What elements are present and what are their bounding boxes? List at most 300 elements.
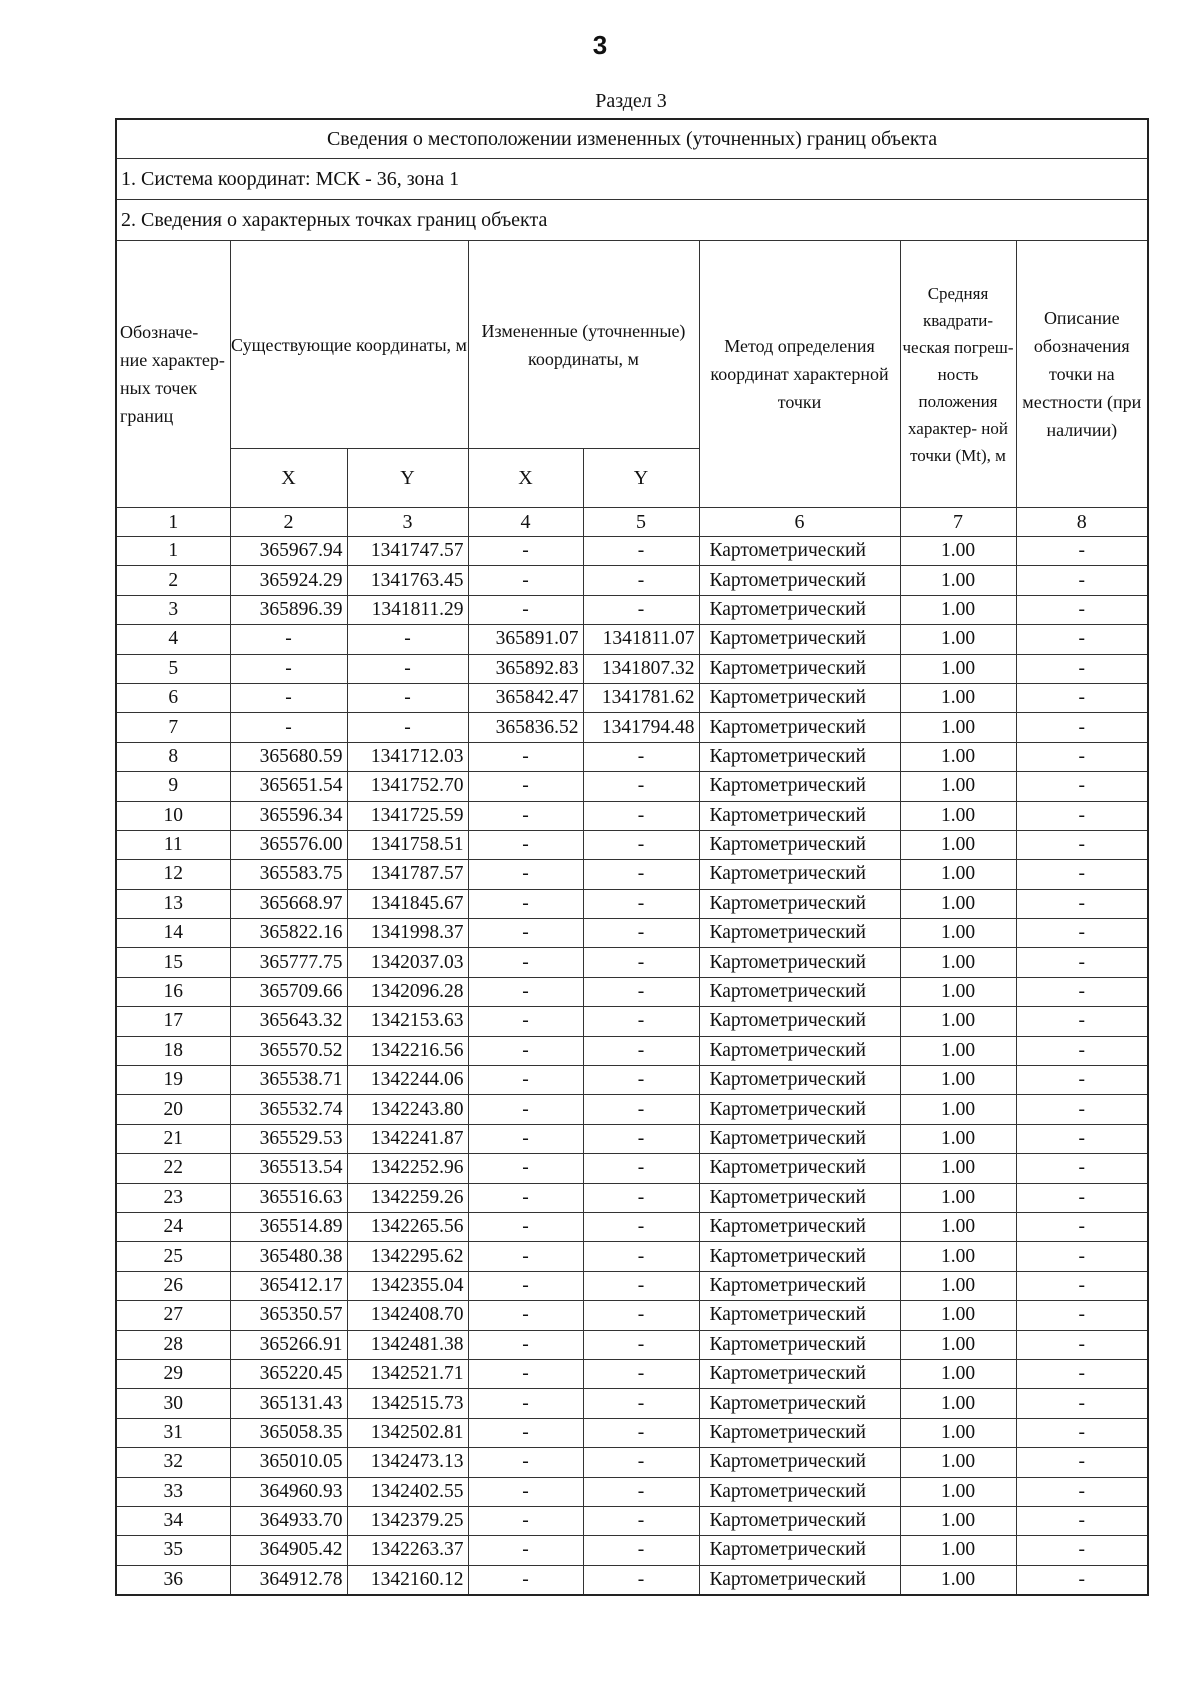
cell-changed-x: - (468, 1242, 583, 1271)
cell-changed-y: - (583, 566, 699, 595)
cell-changed-y: - (583, 1183, 699, 1212)
cell-changed-y: - (583, 537, 699, 566)
cell-point-id: 16 (116, 977, 230, 1006)
cell-changed-x: 365836.52 (468, 713, 583, 742)
cell-changed-x: - (468, 1271, 583, 1300)
cell-description: - (1016, 1418, 1148, 1447)
cell-existing-x: 365680.59 (230, 742, 347, 771)
cell-changed-y: - (583, 1271, 699, 1300)
header-changed-y: Y (583, 449, 699, 508)
cell-changed-y: - (583, 1007, 699, 1036)
cell-description: - (1016, 1124, 1148, 1153)
cell-method: Картометрический (699, 1359, 900, 1388)
cell-changed-y: - (583, 948, 699, 977)
cell-point-id: 35 (116, 1536, 230, 1565)
cell-error-mt: 1.00 (900, 537, 1016, 566)
cell-description: - (1016, 537, 1148, 566)
header-changed-coords: Измененные (уточненные) координаты, м (468, 241, 699, 449)
cell-existing-x: 365516.63 (230, 1183, 347, 1212)
cell-description: - (1016, 830, 1148, 859)
cell-existing-x: 365576.00 (230, 830, 347, 859)
table-row (116, 1212, 1148, 1241)
column-number: 5 (583, 508, 699, 537)
cell-point-id: 3 (116, 595, 230, 624)
cell-point-id: 23 (116, 1183, 230, 1212)
cell-existing-y: 1342263.37 (347, 1536, 468, 1565)
coordinate-system: 1. Система координат: МСК - 36, зона 1 (116, 159, 1148, 200)
cell-existing-y: 1342243.80 (347, 1095, 468, 1124)
cell-changed-y: - (583, 772, 699, 801)
cell-changed-x: - (468, 1095, 583, 1124)
cell-changed-x: - (468, 1565, 583, 1595)
table-row (116, 713, 1148, 742)
cell-description: - (1016, 654, 1148, 683)
cell-changed-x: - (468, 595, 583, 624)
cell-changed-x: - (468, 1448, 583, 1477)
cell-existing-x: 365668.97 (230, 889, 347, 918)
cell-existing-y: 1341747.57 (347, 537, 468, 566)
cell-changed-y: - (583, 1506, 699, 1535)
cell-changed-y: - (583, 1095, 699, 1124)
cell-method: Картометрический (699, 1330, 900, 1359)
header-existing-x: X (230, 449, 347, 508)
header-method: Метод определения координат характерной точки (699, 241, 900, 508)
cell-changed-x: - (468, 537, 583, 566)
cell-existing-x: 365350.57 (230, 1301, 347, 1330)
table-row (116, 1154, 1148, 1183)
cell-description: - (1016, 1359, 1148, 1388)
cell-existing-y: - (347, 713, 468, 742)
table-row (116, 1418, 1148, 1447)
cell-method: Картометрический (699, 1271, 900, 1300)
cell-description: - (1016, 801, 1148, 830)
cell-description: - (1016, 1477, 1148, 1506)
cell-point-id: 22 (116, 1154, 230, 1183)
cell-changed-x: - (468, 1036, 583, 1065)
cell-method: Картометрический (699, 801, 900, 830)
cell-changed-y: - (583, 1066, 699, 1095)
cell-error-mt: 1.00 (900, 889, 1016, 918)
table-row (116, 742, 1148, 771)
cell-description: - (1016, 595, 1148, 624)
cell-description: - (1016, 1565, 1148, 1595)
cell-description: - (1016, 1242, 1148, 1271)
points-heading: 2. Сведения о характерных точках границ объекта (116, 200, 1148, 241)
cell-point-id: 36 (116, 1565, 230, 1595)
table-row (116, 830, 1148, 859)
cell-existing-y: 1341725.59 (347, 801, 468, 830)
cell-error-mt: 1.00 (900, 1036, 1016, 1065)
table-row (116, 1536, 1148, 1565)
cell-error-mt: 1.00 (900, 742, 1016, 771)
points-rows (116, 537, 1148, 1596)
cell-method: Картометрический (699, 772, 900, 801)
cell-existing-x: 365532.74 (230, 1095, 347, 1124)
cell-changed-x: - (468, 566, 583, 595)
cell-existing-x: 364960.93 (230, 1477, 347, 1506)
table-row (116, 1271, 1148, 1300)
table-row (116, 1301, 1148, 1330)
cell-method: Картометрический (699, 919, 900, 948)
cell-error-mt: 1.00 (900, 1418, 1016, 1447)
cell-changed-y: - (583, 919, 699, 948)
cell-changed-x: - (468, 1124, 583, 1153)
cell-error-mt: 1.00 (900, 977, 1016, 1006)
cell-existing-x: 365651.54 (230, 772, 347, 801)
cell-existing-y: 1342259.26 (347, 1183, 468, 1212)
cell-error-mt: 1.00 (900, 1477, 1016, 1506)
cell-error-mt: 1.00 (900, 772, 1016, 801)
cell-existing-y: 1341763.45 (347, 566, 468, 595)
cell-changed-x: - (468, 1418, 583, 1447)
cell-existing-x: 365896.39 (230, 595, 347, 624)
cell-method: Картометрический (699, 1536, 900, 1565)
cell-existing-y: 1342295.62 (347, 1242, 468, 1271)
table-row (116, 537, 1148, 566)
cell-changed-x: - (468, 742, 583, 771)
cell-changed-x: - (468, 1506, 583, 1535)
cell-error-mt: 1.00 (900, 801, 1016, 830)
cell-point-id: 11 (116, 830, 230, 859)
cell-changed-y: - (583, 595, 699, 624)
cell-changed-y: - (583, 801, 699, 830)
cell-existing-y: 1342408.70 (347, 1301, 468, 1330)
section-label: Раздел 3 (595, 90, 667, 112)
cell-description: - (1016, 1536, 1148, 1565)
table-row (116, 772, 1148, 801)
cell-error-mt: 1.00 (900, 1183, 1016, 1212)
cell-error-mt: 1.00 (900, 595, 1016, 624)
cell-existing-x: - (230, 654, 347, 683)
cell-changed-y: - (583, 1536, 699, 1565)
cell-error-mt: 1.00 (900, 1448, 1016, 1477)
cell-changed-y: 1341794.48 (583, 713, 699, 742)
cell-changed-x: - (468, 1536, 583, 1565)
cell-description: - (1016, 919, 1148, 948)
cell-changed-x: 365891.07 (468, 625, 583, 654)
cell-error-mt: 1.00 (900, 830, 1016, 859)
cell-existing-y: - (347, 625, 468, 654)
cell-existing-x: 365570.52 (230, 1036, 347, 1065)
cell-method: Картометрический (699, 713, 900, 742)
cell-method: Картометрический (699, 1036, 900, 1065)
header-existing-coords: Существующие координаты, м (230, 241, 468, 449)
cell-method: Картометрический (699, 889, 900, 918)
cell-existing-x: 365643.32 (230, 1007, 347, 1036)
cell-description: - (1016, 889, 1148, 918)
cell-existing-y: 1341758.51 (347, 830, 468, 859)
cell-changed-x: - (468, 772, 583, 801)
cell-changed-y: - (583, 1330, 699, 1359)
table-row (116, 948, 1148, 977)
cell-error-mt: 1.00 (900, 713, 1016, 742)
cell-method: Картометрический (699, 1124, 900, 1153)
cell-existing-y: 1342402.55 (347, 1477, 468, 1506)
cell-changed-x: - (468, 1154, 583, 1183)
cell-existing-x: 365596.34 (230, 801, 347, 830)
cell-error-mt: 1.00 (900, 1124, 1016, 1153)
cell-point-id: 21 (116, 1124, 230, 1153)
cell-point-id: 29 (116, 1359, 230, 1388)
cell-changed-y: - (583, 1389, 699, 1418)
cell-error-mt: 1.00 (900, 1271, 1016, 1300)
cell-description: - (1016, 1212, 1148, 1241)
cell-method: Картометрический (699, 654, 900, 683)
cell-method: Картометрический (699, 1506, 900, 1535)
cell-error-mt: 1.00 (900, 919, 1016, 948)
cell-existing-x: 365220.45 (230, 1359, 347, 1388)
cell-point-id: 19 (116, 1066, 230, 1095)
cell-changed-x: - (468, 1477, 583, 1506)
cell-existing-y: 1342481.38 (347, 1330, 468, 1359)
cell-description: - (1016, 1301, 1148, 1330)
cell-description: - (1016, 1183, 1148, 1212)
cell-description: - (1016, 1389, 1148, 1418)
cell-error-mt: 1.00 (900, 683, 1016, 712)
cell-changed-x: 365842.47 (468, 683, 583, 712)
cell-existing-y: 1342265.56 (347, 1212, 468, 1241)
cell-description: - (1016, 1007, 1148, 1036)
cell-description: - (1016, 566, 1148, 595)
page-number: 3 (592, 30, 608, 60)
cell-changed-x: - (468, 860, 583, 889)
cell-existing-x: 365480.38 (230, 1242, 347, 1271)
header-description: Описание обозначения точки на местности (при наличии) (1016, 241, 1148, 508)
cell-method: Картометрический (699, 830, 900, 859)
cell-method: Картометрический (699, 1301, 900, 1330)
cell-error-mt: 1.00 (900, 566, 1016, 595)
cell-changed-x: - (468, 1007, 583, 1036)
cell-method: Картометрический (699, 1212, 900, 1241)
cell-existing-x: 365538.71 (230, 1066, 347, 1095)
cell-point-id: 8 (116, 742, 230, 771)
cell-changed-y: - (583, 1418, 699, 1447)
cell-existing-y: - (347, 654, 468, 683)
cell-existing-y: 1342252.96 (347, 1154, 468, 1183)
cell-existing-y: 1341787.57 (347, 860, 468, 889)
cell-description: - (1016, 1448, 1148, 1477)
cell-changed-x: - (468, 1389, 583, 1418)
cell-point-id: 26 (116, 1271, 230, 1300)
cell-existing-y: 1341845.67 (347, 889, 468, 918)
cell-method: Картометрический (699, 566, 900, 595)
cell-method: Картометрический (699, 1007, 900, 1036)
cell-changed-y: 1341781.62 (583, 683, 699, 712)
column-number: 7 (900, 508, 1016, 537)
cell-description: - (1016, 772, 1148, 801)
cell-existing-x: - (230, 683, 347, 712)
cell-description: - (1016, 683, 1148, 712)
cell-existing-x: 365777.75 (230, 948, 347, 977)
cell-existing-y: 1342241.87 (347, 1124, 468, 1153)
cell-existing-x: - (230, 713, 347, 742)
cell-existing-y: 1342379.25 (347, 1506, 468, 1535)
table-row (116, 566, 1148, 595)
cell-existing-x: 365513.54 (230, 1154, 347, 1183)
cell-error-mt: 1.00 (900, 1565, 1016, 1595)
cell-method: Картометрический (699, 1477, 900, 1506)
cell-changed-x: - (468, 948, 583, 977)
cell-point-id: 30 (116, 1389, 230, 1418)
cell-point-id: 6 (116, 683, 230, 712)
cell-changed-x: - (468, 919, 583, 948)
column-number: 6 (699, 508, 900, 537)
cell-existing-x: 365583.75 (230, 860, 347, 889)
cell-point-id: 7 (116, 713, 230, 742)
cell-existing-x: 365529.53 (230, 1124, 347, 1153)
cell-existing-x: 365266.91 (230, 1330, 347, 1359)
cell-method: Картометрический (699, 977, 900, 1006)
column-numbers-row (116, 508, 1148, 537)
cell-description: - (1016, 977, 1148, 1006)
cell-changed-y: - (583, 1124, 699, 1153)
table-row (116, 1565, 1148, 1595)
table-row (116, 977, 1148, 1006)
cell-changed-y: - (583, 860, 699, 889)
cell-description: - (1016, 742, 1148, 771)
cell-description: - (1016, 1506, 1148, 1535)
cell-error-mt: 1.00 (900, 1389, 1016, 1418)
cell-changed-y: - (583, 1565, 699, 1595)
table-row (116, 1242, 1148, 1271)
table-row (116, 1477, 1148, 1506)
cell-error-mt: 1.00 (900, 1066, 1016, 1095)
header-changed-x: X (468, 449, 583, 508)
cell-method: Картометрический (699, 1448, 900, 1477)
cell-point-id: 32 (116, 1448, 230, 1477)
cell-changed-y: - (583, 1212, 699, 1241)
cell-error-mt: 1.00 (900, 860, 1016, 889)
table-row (116, 1007, 1148, 1036)
table-row (116, 683, 1148, 712)
cell-existing-x: - (230, 625, 347, 654)
cell-point-id: 27 (116, 1301, 230, 1330)
cell-changed-x: 365892.83 (468, 654, 583, 683)
cell-description: - (1016, 1154, 1148, 1183)
cell-changed-y: - (583, 977, 699, 1006)
column-number: 8 (1016, 508, 1148, 537)
cell-method: Картометрический (699, 948, 900, 977)
cell-changed-x: - (468, 889, 583, 918)
table-row (116, 1183, 1148, 1212)
cell-point-id: 25 (116, 1242, 230, 1271)
cell-changed-x: - (468, 1301, 583, 1330)
cell-description: - (1016, 713, 1148, 742)
table-title: Сведения о местоположении измененных (уточненных) границ объекта (116, 119, 1148, 159)
cell-existing-x: 365967.94 (230, 537, 347, 566)
cell-point-id: 12 (116, 860, 230, 889)
cell-existing-x: 365131.43 (230, 1389, 347, 1418)
cell-existing-y: 1341752.70 (347, 772, 468, 801)
cell-changed-x: - (468, 1330, 583, 1359)
cell-error-mt: 1.00 (900, 1212, 1016, 1241)
cell-error-mt: 1.00 (900, 1007, 1016, 1036)
cell-point-id: 20 (116, 1095, 230, 1124)
cell-changed-x: - (468, 977, 583, 1006)
cell-method: Картометрический (699, 625, 900, 654)
table-row (116, 1066, 1148, 1095)
boundary-points-table (115, 118, 1149, 1596)
cell-existing-y: 1342473.13 (347, 1448, 468, 1477)
column-number: 3 (347, 508, 468, 537)
cell-description: - (1016, 948, 1148, 977)
cell-changed-y: - (583, 1448, 699, 1477)
table-row (116, 1448, 1148, 1477)
cell-error-mt: 1.00 (900, 654, 1016, 683)
cell-method: Картометрический (699, 595, 900, 624)
cell-changed-y: 1341807.32 (583, 654, 699, 683)
cell-error-mt: 1.00 (900, 1095, 1016, 1124)
cell-error-mt: 1.00 (900, 1506, 1016, 1535)
cell-existing-x: 365924.29 (230, 566, 347, 595)
cell-changed-y: - (583, 830, 699, 859)
cell-description: - (1016, 1330, 1148, 1359)
table-row (116, 1389, 1148, 1418)
table-row (116, 1506, 1148, 1535)
cell-point-id: 17 (116, 1007, 230, 1036)
cell-method: Картометрический (699, 683, 900, 712)
cell-existing-y: 1342515.73 (347, 1389, 468, 1418)
cell-existing-y: 1341811.29 (347, 595, 468, 624)
cell-point-id: 14 (116, 919, 230, 948)
cell-method: Картометрический (699, 537, 900, 566)
table-row (116, 889, 1148, 918)
cell-method: Картометрический (699, 1389, 900, 1418)
cell-changed-x: - (468, 830, 583, 859)
cell-changed-y: - (583, 742, 699, 771)
cell-method: Картометрический (699, 1242, 900, 1271)
cell-description: - (1016, 860, 1148, 889)
header-error: Средняя квадрати- ческая погреш- ность положения характер- ной точки (Mt), м (900, 241, 1016, 508)
header-existing-y: Y (347, 449, 468, 508)
cell-existing-y: 1342216.56 (347, 1036, 468, 1065)
cell-changed-x: - (468, 1212, 583, 1241)
cell-changed-x: - (468, 1066, 583, 1095)
cell-changed-x: - (468, 801, 583, 830)
cell-point-id: 33 (116, 1477, 230, 1506)
cell-existing-x: 364933.70 (230, 1506, 347, 1535)
cell-point-id: 34 (116, 1506, 230, 1535)
column-number: 2 (230, 508, 347, 537)
table-row (116, 919, 1148, 948)
cell-changed-y: - (583, 1242, 699, 1271)
cell-description: - (1016, 1095, 1148, 1124)
cell-method: Картометрический (699, 742, 900, 771)
cell-error-mt: 1.00 (900, 1301, 1016, 1330)
header-designation: Обозначе- ние характер- ных точек границ (116, 241, 230, 508)
cell-existing-x: 365010.05 (230, 1448, 347, 1477)
cell-existing-y: 1342153.63 (347, 1007, 468, 1036)
cell-point-id: 9 (116, 772, 230, 801)
cell-existing-y: - (347, 683, 468, 712)
cell-description: - (1016, 1036, 1148, 1065)
table-row (116, 625, 1148, 654)
cell-error-mt: 1.00 (900, 1154, 1016, 1183)
cell-point-id: 15 (116, 948, 230, 977)
cell-existing-y: 1342521.71 (347, 1359, 468, 1388)
cell-point-id: 24 (116, 1212, 230, 1241)
cell-changed-y: - (583, 1036, 699, 1065)
cell-method: Картометрический (699, 1418, 900, 1447)
column-number: 4 (468, 508, 583, 537)
cell-method: Картометрический (699, 1183, 900, 1212)
cell-point-id: 13 (116, 889, 230, 918)
table-row (116, 1359, 1148, 1388)
cell-description: - (1016, 625, 1148, 654)
table-row (116, 1330, 1148, 1359)
cell-point-id: 10 (116, 801, 230, 830)
cell-point-id: 1 (116, 537, 230, 566)
